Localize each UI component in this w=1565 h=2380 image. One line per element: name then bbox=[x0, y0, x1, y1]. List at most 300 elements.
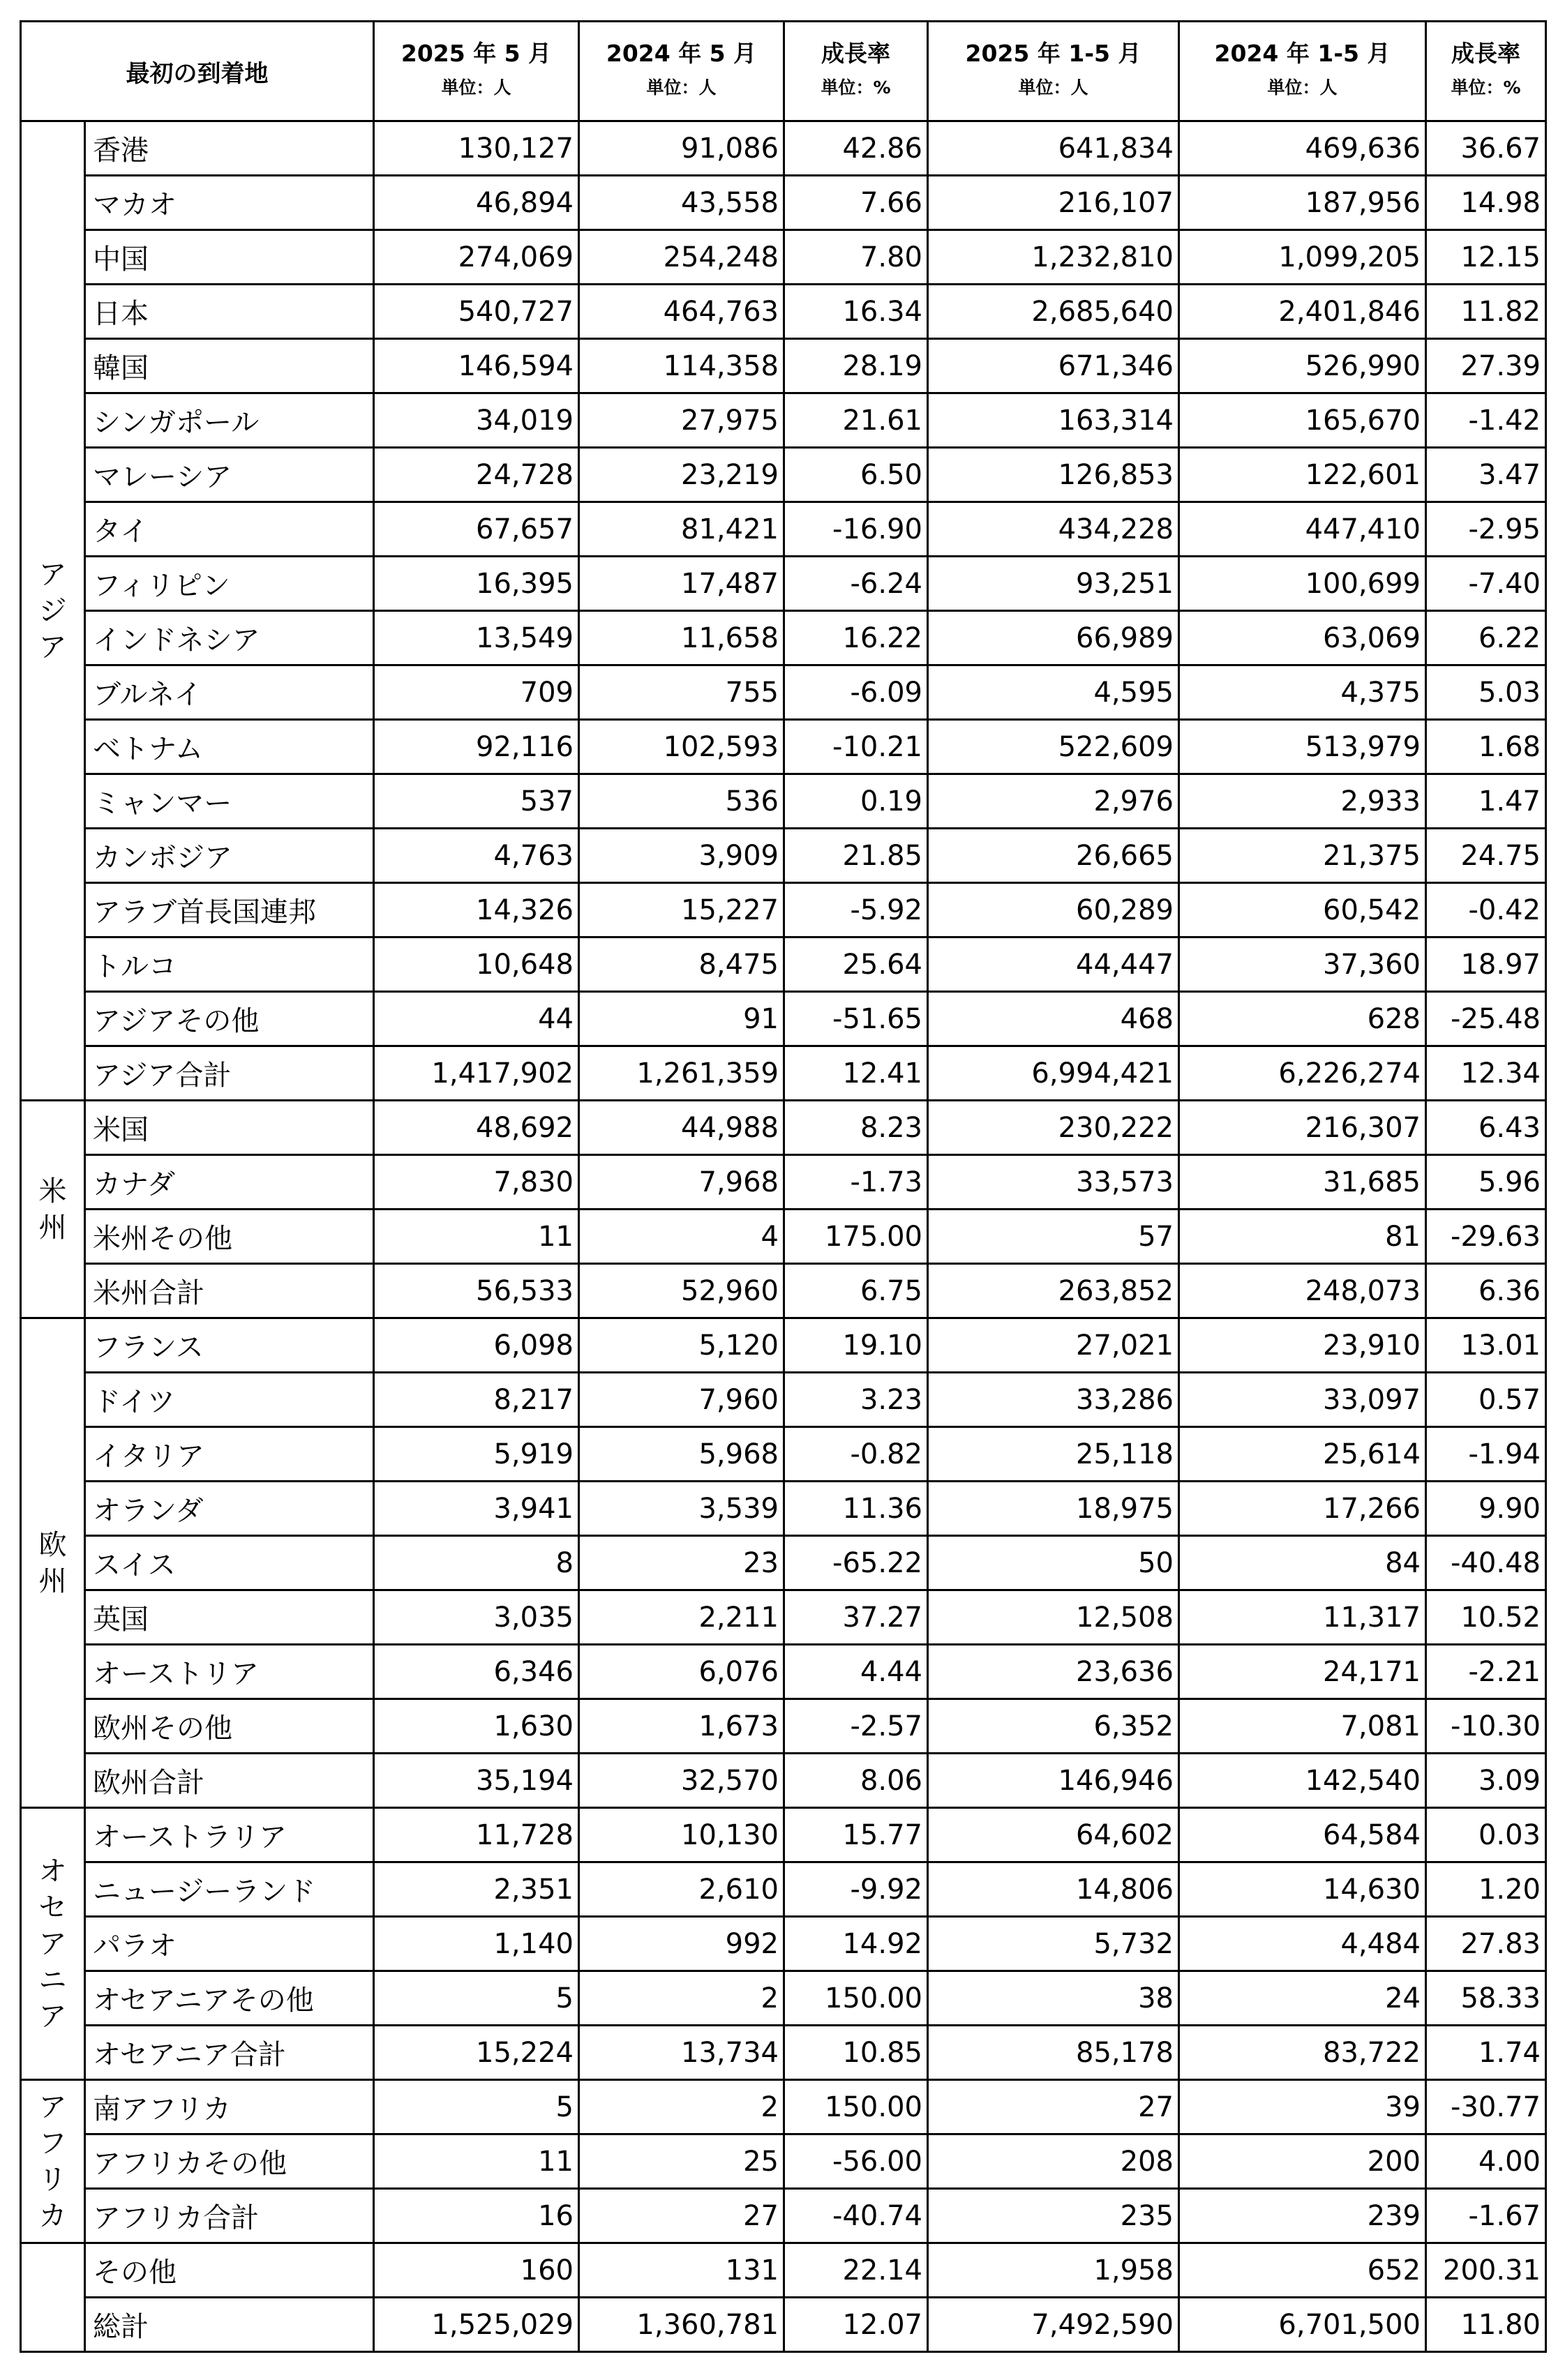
region-cell bbox=[21, 1318, 85, 1808]
value-cell: -51.65 bbox=[784, 992, 928, 1046]
region-cell bbox=[21, 1808, 85, 2080]
destination-name: オランダ bbox=[85, 1482, 374, 1536]
header-label: 2024 年 5 月 bbox=[606, 40, 757, 67]
value-cell: 468 bbox=[928, 992, 1179, 1046]
value-cell: 56,533 bbox=[374, 1264, 579, 1318]
value-cell: -5.92 bbox=[784, 883, 928, 937]
value-cell: 254,248 bbox=[579, 230, 784, 285]
table-row bbox=[21, 1971, 1546, 2026]
value-cell: 15,224 bbox=[374, 2026, 579, 2080]
value-cell: 23,910 bbox=[1179, 1318, 1426, 1373]
value-cell: 16 bbox=[374, 2189, 579, 2243]
destination-name: 総計 bbox=[85, 2298, 374, 2352]
table-body bbox=[21, 121, 1546, 2352]
value-cell: 126,853 bbox=[928, 448, 1179, 502]
value-cell: 2,685,640 bbox=[928, 285, 1179, 339]
value-cell: 992 bbox=[579, 1917, 784, 1971]
value-cell: -6.24 bbox=[784, 557, 928, 611]
value-cell: 263,852 bbox=[928, 1264, 1179, 1318]
value-cell: 37,360 bbox=[1179, 937, 1426, 992]
destination-name: 韓国 bbox=[85, 339, 374, 393]
value-cell: 6.43 bbox=[1426, 1101, 1546, 1155]
value-cell: 5 bbox=[374, 1971, 579, 2026]
value-cell: 122,601 bbox=[1179, 448, 1426, 502]
table-row bbox=[21, 937, 1546, 992]
value-cell: 50 bbox=[928, 1536, 1179, 1590]
value-cell: 130,127 bbox=[374, 121, 579, 176]
value-cell: 4.00 bbox=[1426, 2134, 1546, 2189]
value-cell: 652 bbox=[1179, 2243, 1426, 2298]
value-cell: 64,584 bbox=[1179, 1808, 1426, 1862]
value-cell: 522,609 bbox=[928, 720, 1179, 774]
value-cell: 513,979 bbox=[1179, 720, 1426, 774]
table-row bbox=[21, 1645, 1546, 1699]
value-cell: -7.40 bbox=[1426, 557, 1546, 611]
value-cell: 14.98 bbox=[1426, 176, 1546, 230]
header-unit: 単位：人 bbox=[646, 77, 717, 98]
value-cell: 3.23 bbox=[784, 1373, 928, 1427]
value-cell: 5,919 bbox=[374, 1427, 579, 1482]
header-row bbox=[21, 22, 1546, 121]
value-cell: 537 bbox=[374, 774, 579, 829]
table-row bbox=[21, 176, 1546, 230]
value-cell: 13.01 bbox=[1426, 1318, 1546, 1373]
destination-name: 米州その他 bbox=[85, 1210, 374, 1264]
table-row bbox=[21, 2026, 1546, 2080]
table-row bbox=[21, 1536, 1546, 1590]
value-cell: -6.09 bbox=[784, 665, 928, 720]
value-cell: 2,933 bbox=[1179, 774, 1426, 829]
table-row bbox=[21, 2189, 1546, 2243]
destination-name: ニュージーランド bbox=[85, 1862, 374, 1917]
region-label: 欧州 bbox=[38, 1528, 67, 1597]
region-cell bbox=[21, 2080, 85, 2243]
value-cell: 42.86 bbox=[784, 121, 928, 176]
value-cell: 1,360,781 bbox=[579, 2298, 784, 2352]
table-row bbox=[21, 774, 1546, 829]
region-cell bbox=[21, 1101, 85, 1318]
value-cell: 230,222 bbox=[928, 1101, 1179, 1155]
value-cell: -1.94 bbox=[1426, 1427, 1546, 1482]
value-cell: 44,447 bbox=[928, 937, 1179, 992]
table-row bbox=[21, 883, 1546, 937]
table-row bbox=[21, 992, 1546, 1046]
value-cell: 21.85 bbox=[784, 829, 928, 883]
arrivals-table bbox=[20, 20, 1547, 2353]
table-row bbox=[21, 285, 1546, 339]
value-cell: -40.74 bbox=[784, 2189, 928, 2243]
value-cell: 6.22 bbox=[1426, 611, 1546, 665]
value-cell: 1,673 bbox=[579, 1699, 784, 1754]
table-row bbox=[21, 1264, 1546, 1318]
value-cell: 52,960 bbox=[579, 1264, 784, 1318]
value-cell: 216,307 bbox=[1179, 1101, 1426, 1155]
value-cell: 3,539 bbox=[579, 1482, 784, 1536]
value-cell: 5.96 bbox=[1426, 1155, 1546, 1210]
destination-name: アジアその他 bbox=[85, 992, 374, 1046]
value-cell: 160 bbox=[374, 2243, 579, 2298]
value-cell: 142,540 bbox=[1179, 1754, 1426, 1808]
value-cell: 36.67 bbox=[1426, 121, 1546, 176]
value-cell: 81 bbox=[1179, 1210, 1426, 1264]
value-cell: 8,475 bbox=[579, 937, 784, 992]
value-cell: 536 bbox=[579, 774, 784, 829]
value-cell: 18.97 bbox=[1426, 937, 1546, 992]
value-cell: 102,593 bbox=[579, 720, 784, 774]
value-cell: 14,806 bbox=[928, 1862, 1179, 1917]
header-col-may-2025 bbox=[374, 22, 579, 121]
header-col-may-2024 bbox=[579, 22, 784, 121]
value-cell: 24,728 bbox=[374, 448, 579, 502]
value-cell: 10,130 bbox=[579, 1808, 784, 1862]
destination-name: パラオ bbox=[85, 1917, 374, 1971]
value-cell: 200 bbox=[1179, 2134, 1426, 2189]
value-cell: 628 bbox=[1179, 992, 1426, 1046]
value-cell: 4,595 bbox=[928, 665, 1179, 720]
value-cell: -40.48 bbox=[1426, 1536, 1546, 1590]
destination-name: 日本 bbox=[85, 285, 374, 339]
header-col-growth-may bbox=[784, 22, 928, 121]
value-cell: -25.48 bbox=[1426, 992, 1546, 1046]
value-cell: 1,958 bbox=[928, 2243, 1179, 2298]
value-cell: 93,251 bbox=[928, 557, 1179, 611]
value-cell: 57 bbox=[928, 1210, 1179, 1264]
value-cell: 248,073 bbox=[1179, 1264, 1426, 1318]
value-cell: 1,630 bbox=[374, 1699, 579, 1754]
destination-name: 欧州その他 bbox=[85, 1699, 374, 1754]
table-row bbox=[21, 1155, 1546, 1210]
value-cell: 39 bbox=[1179, 2080, 1426, 2134]
value-cell: 58.33 bbox=[1426, 1971, 1546, 2026]
value-cell: 27 bbox=[928, 2080, 1179, 2134]
value-cell: 11 bbox=[374, 1210, 579, 1264]
value-cell: 28.19 bbox=[784, 339, 928, 393]
value-cell: 641,834 bbox=[928, 121, 1179, 176]
value-cell: 46,894 bbox=[374, 176, 579, 230]
value-cell: 6,346 bbox=[374, 1645, 579, 1699]
value-cell: 6,701,500 bbox=[1179, 2298, 1426, 2352]
value-cell: 150.00 bbox=[784, 1971, 928, 2026]
value-cell: -29.63 bbox=[1426, 1210, 1546, 1264]
destination-name: アラブ首長国連邦 bbox=[85, 883, 374, 937]
value-cell: 22.14 bbox=[784, 2243, 928, 2298]
destination-name: アフリカ合計 bbox=[85, 2189, 374, 2243]
table-row bbox=[21, 1699, 1546, 1754]
value-cell: 163,314 bbox=[928, 393, 1179, 448]
value-cell: 10,648 bbox=[374, 937, 579, 992]
value-cell: 187,956 bbox=[1179, 176, 1426, 230]
value-cell: 464,763 bbox=[579, 285, 784, 339]
destination-name: その他 bbox=[85, 2243, 374, 2298]
value-cell: 91,086 bbox=[579, 121, 784, 176]
destination-name: フランス bbox=[85, 1318, 374, 1373]
table-row bbox=[21, 2298, 1546, 2352]
value-cell: 16.22 bbox=[784, 611, 928, 665]
destination-name: シンガポール bbox=[85, 393, 374, 448]
value-cell: 0.19 bbox=[784, 774, 928, 829]
value-cell: 9.90 bbox=[1426, 1482, 1546, 1536]
table-row bbox=[21, 720, 1546, 774]
value-cell: 200.31 bbox=[1426, 2243, 1546, 2298]
region-cell bbox=[21, 2243, 85, 2352]
value-cell: -16.90 bbox=[784, 502, 928, 557]
value-cell: 27,975 bbox=[579, 393, 784, 448]
value-cell: 5,120 bbox=[579, 1318, 784, 1373]
value-cell: -2.95 bbox=[1426, 502, 1546, 557]
value-cell: 27.83 bbox=[1426, 1917, 1546, 1971]
header-unit: 単位：人 bbox=[1267, 77, 1338, 98]
value-cell: 17,266 bbox=[1179, 1482, 1426, 1536]
value-cell: 146,594 bbox=[374, 339, 579, 393]
region-cell bbox=[21, 121, 85, 1101]
value-cell: 434,228 bbox=[928, 502, 1179, 557]
table-row bbox=[21, 557, 1546, 611]
value-cell: 6.75 bbox=[784, 1264, 928, 1318]
value-cell: 7.80 bbox=[784, 230, 928, 285]
value-cell: 5,732 bbox=[928, 1917, 1179, 1971]
value-cell: 1,099,205 bbox=[1179, 230, 1426, 285]
destination-name: 香港 bbox=[85, 121, 374, 176]
value-cell: 175.00 bbox=[784, 1210, 928, 1264]
value-cell: 17,487 bbox=[579, 557, 784, 611]
table-row bbox=[21, 1427, 1546, 1482]
value-cell: 11.80 bbox=[1426, 2298, 1546, 2352]
table-row bbox=[21, 502, 1546, 557]
destination-name: タイ bbox=[85, 502, 374, 557]
value-cell: 2,211 bbox=[579, 1590, 784, 1645]
value-cell: 6.50 bbox=[784, 448, 928, 502]
value-cell: 66,989 bbox=[928, 611, 1179, 665]
value-cell: 60,289 bbox=[928, 883, 1179, 937]
value-cell: 6,098 bbox=[374, 1318, 579, 1373]
value-cell: 239 bbox=[1179, 2189, 1426, 2243]
value-cell: 1.20 bbox=[1426, 1862, 1546, 1917]
value-cell: 447,410 bbox=[1179, 502, 1426, 557]
value-cell: 60,542 bbox=[1179, 883, 1426, 937]
value-cell: 5 bbox=[374, 2080, 579, 2134]
destination-name: オセアニアその他 bbox=[85, 1971, 374, 2026]
table-row bbox=[21, 1210, 1546, 1264]
value-cell: 11,658 bbox=[579, 611, 784, 665]
value-cell: -2.57 bbox=[784, 1699, 928, 1754]
table-row bbox=[21, 339, 1546, 393]
value-cell: 1.68 bbox=[1426, 720, 1546, 774]
value-cell: 7,492,590 bbox=[928, 2298, 1179, 2352]
header-unit: 単位：人 bbox=[1018, 77, 1088, 98]
value-cell: 2,351 bbox=[374, 1862, 579, 1917]
value-cell: 64,602 bbox=[928, 1808, 1179, 1862]
value-cell: 24 bbox=[1179, 1971, 1426, 2026]
value-cell: 7,081 bbox=[1179, 1699, 1426, 1754]
header-region bbox=[21, 22, 374, 121]
table-row bbox=[21, 1101, 1546, 1155]
destination-name: ブルネイ bbox=[85, 665, 374, 720]
value-cell: 63,069 bbox=[1179, 611, 1426, 665]
region-label: オセアニア bbox=[38, 1855, 67, 2033]
destination-name: ベトナム bbox=[85, 720, 374, 774]
value-cell: 0.57 bbox=[1426, 1373, 1546, 1427]
table-row bbox=[21, 665, 1546, 720]
value-cell: 23,636 bbox=[928, 1645, 1179, 1699]
value-cell: -1.67 bbox=[1426, 2189, 1546, 2243]
destination-name: オーストラリア bbox=[85, 1808, 374, 1862]
value-cell: 100,699 bbox=[1179, 557, 1426, 611]
value-cell: 21,375 bbox=[1179, 829, 1426, 883]
table-row bbox=[21, 1917, 1546, 1971]
destination-name: インドネシア bbox=[85, 611, 374, 665]
table-row bbox=[21, 2243, 1546, 2298]
table-row bbox=[21, 1754, 1546, 1808]
value-cell: 2 bbox=[579, 1971, 784, 2026]
table-row bbox=[21, 1808, 1546, 1862]
value-cell: 13,734 bbox=[579, 2026, 784, 2080]
value-cell: 6,226,274 bbox=[1179, 1046, 1426, 1101]
value-cell: 24.75 bbox=[1426, 829, 1546, 883]
destination-name: オーストリア bbox=[85, 1645, 374, 1699]
header-col-growth-ytd bbox=[1426, 22, 1546, 121]
value-cell: 7,830 bbox=[374, 1155, 579, 1210]
value-cell: 15.77 bbox=[784, 1808, 928, 1862]
value-cell: 16,395 bbox=[374, 557, 579, 611]
value-cell: 48,692 bbox=[374, 1101, 579, 1155]
value-cell: 8,217 bbox=[374, 1373, 579, 1427]
value-cell: 8.23 bbox=[784, 1101, 928, 1155]
value-cell: 14.92 bbox=[784, 1917, 928, 1971]
value-cell: 10.52 bbox=[1426, 1590, 1546, 1645]
value-cell: 1,417,902 bbox=[374, 1046, 579, 1101]
destination-name: マカオ bbox=[85, 176, 374, 230]
value-cell: 7.66 bbox=[784, 176, 928, 230]
value-cell: 150.00 bbox=[784, 2080, 928, 2134]
value-cell: 2,401,846 bbox=[1179, 285, 1426, 339]
value-cell: 709 bbox=[374, 665, 579, 720]
header-unit: 単位：% bbox=[1451, 77, 1521, 98]
header-unit: 単位：人 bbox=[441, 77, 511, 98]
destination-name: 米州合計 bbox=[85, 1264, 374, 1318]
value-cell: 131 bbox=[579, 2243, 784, 2298]
value-cell: 540,727 bbox=[374, 285, 579, 339]
value-cell: -0.82 bbox=[784, 1427, 928, 1482]
value-cell: 12.07 bbox=[784, 2298, 928, 2352]
table-row bbox=[21, 611, 1546, 665]
value-cell: 27,021 bbox=[928, 1318, 1179, 1373]
value-cell: -30.77 bbox=[1426, 2080, 1546, 2134]
value-cell: 7,960 bbox=[579, 1373, 784, 1427]
value-cell: 25,118 bbox=[928, 1427, 1179, 1482]
table-row bbox=[21, 1590, 1546, 1645]
destination-name: トルコ bbox=[85, 937, 374, 992]
destination-name: カンボジア bbox=[85, 829, 374, 883]
region-label: 米州 bbox=[38, 1175, 67, 1244]
value-cell: 755 bbox=[579, 665, 784, 720]
value-cell: 4 bbox=[579, 1210, 784, 1264]
value-cell: 12.41 bbox=[784, 1046, 928, 1101]
value-cell: 1.47 bbox=[1426, 774, 1546, 829]
value-cell: -9.92 bbox=[784, 1862, 928, 1917]
value-cell: 21.61 bbox=[784, 393, 928, 448]
value-cell: 5.03 bbox=[1426, 665, 1546, 720]
header-label: 2024 年 1-5 月 bbox=[1214, 40, 1391, 67]
value-cell: 11,317 bbox=[1179, 1590, 1426, 1645]
value-cell: 7,968 bbox=[579, 1155, 784, 1210]
region-label: アフリカ bbox=[38, 2091, 67, 2232]
value-cell: 27.39 bbox=[1426, 339, 1546, 393]
header-label: 2025 年 1-5 月 bbox=[965, 40, 1141, 67]
value-cell: 469,636 bbox=[1179, 121, 1426, 176]
value-cell: 526,990 bbox=[1179, 339, 1426, 393]
header-col-jan-may-2025 bbox=[928, 22, 1179, 121]
value-cell: 11.36 bbox=[784, 1482, 928, 1536]
value-cell: -2.21 bbox=[1426, 1645, 1546, 1699]
value-cell: 1,232,810 bbox=[928, 230, 1179, 285]
table-row bbox=[21, 393, 1546, 448]
value-cell: 235 bbox=[928, 2189, 1179, 2243]
value-cell: -65.22 bbox=[784, 1536, 928, 1590]
value-cell: 24,171 bbox=[1179, 1645, 1426, 1699]
value-cell: 92,116 bbox=[374, 720, 579, 774]
value-cell: 26,665 bbox=[928, 829, 1179, 883]
value-cell: 10.85 bbox=[784, 2026, 928, 2080]
value-cell: 0.03 bbox=[1426, 1808, 1546, 1862]
value-cell: 3,909 bbox=[579, 829, 784, 883]
destination-name: 英国 bbox=[85, 1590, 374, 1645]
value-cell: 6,352 bbox=[928, 1699, 1179, 1754]
value-cell: 3,941 bbox=[374, 1482, 579, 1536]
table-row bbox=[21, 1373, 1546, 1427]
value-cell: 23 bbox=[579, 1536, 784, 1590]
value-cell: 671,346 bbox=[928, 339, 1179, 393]
value-cell: 208 bbox=[928, 2134, 1179, 2189]
value-cell: 3,035 bbox=[374, 1590, 579, 1645]
value-cell: 1.74 bbox=[1426, 2026, 1546, 2080]
value-cell: 11 bbox=[374, 2134, 579, 2189]
value-cell: 4,375 bbox=[1179, 665, 1426, 720]
value-cell: 25.64 bbox=[784, 937, 928, 992]
value-cell: 4,484 bbox=[1179, 1917, 1426, 1971]
destination-name: 中国 bbox=[85, 230, 374, 285]
value-cell: 165,670 bbox=[1179, 393, 1426, 448]
value-cell: 14,630 bbox=[1179, 1862, 1426, 1917]
value-cell: 25 bbox=[579, 2134, 784, 2189]
value-cell: 67,657 bbox=[374, 502, 579, 557]
value-cell: 34,019 bbox=[374, 393, 579, 448]
table-row bbox=[21, 1482, 1546, 1536]
region-label: アジア bbox=[38, 558, 67, 663]
value-cell: 19.10 bbox=[784, 1318, 928, 1373]
value-cell: 33,286 bbox=[928, 1373, 1179, 1427]
value-cell: 32,570 bbox=[579, 1754, 784, 1808]
value-cell: 85,178 bbox=[928, 2026, 1179, 2080]
value-cell: 31,685 bbox=[1179, 1155, 1426, 1210]
value-cell: 33,097 bbox=[1179, 1373, 1426, 1427]
value-cell: -10.30 bbox=[1426, 1699, 1546, 1754]
value-cell: 4,763 bbox=[374, 829, 579, 883]
value-cell: 4.44 bbox=[784, 1645, 928, 1699]
destination-name: アフリカその他 bbox=[85, 2134, 374, 2189]
value-cell: 13,549 bbox=[374, 611, 579, 665]
table-row bbox=[21, 1046, 1546, 1101]
value-cell: 1,525,029 bbox=[374, 2298, 579, 2352]
value-cell: 3.09 bbox=[1426, 1754, 1546, 1808]
value-cell: 5,968 bbox=[579, 1427, 784, 1482]
value-cell: 6,994,421 bbox=[928, 1046, 1179, 1101]
table-row bbox=[21, 1318, 1546, 1373]
value-cell: 38 bbox=[928, 1971, 1179, 2026]
value-cell: 146,946 bbox=[928, 1754, 1179, 1808]
destination-name: 欧州合計 bbox=[85, 1754, 374, 1808]
destination-name: ドイツ bbox=[85, 1373, 374, 1427]
value-cell: 44,988 bbox=[579, 1101, 784, 1155]
